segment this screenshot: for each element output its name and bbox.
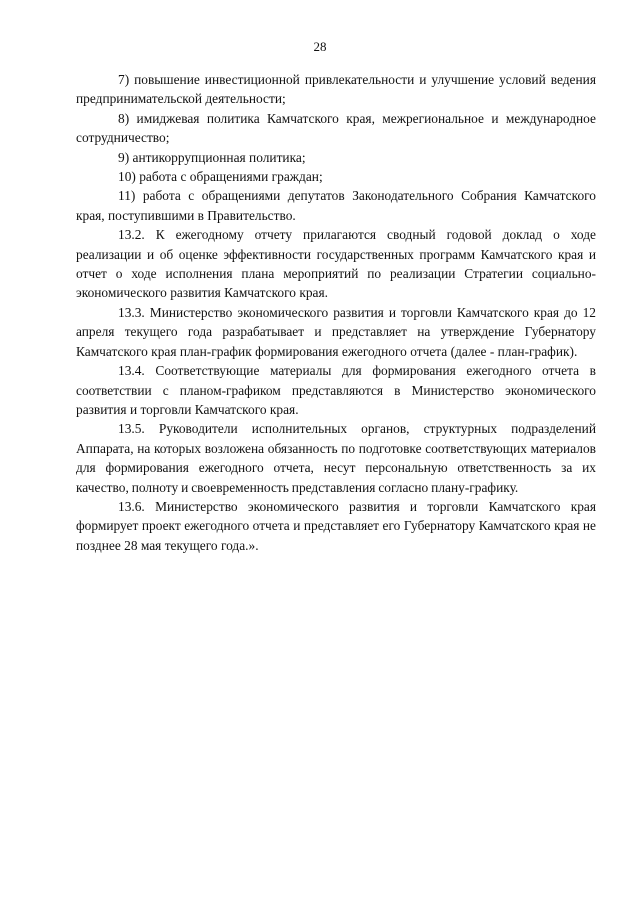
- list-item-7: 7) повышение инвестиционной привлекательности и улучшение условий ведения предпринимательской деятельности;: [76, 72, 596, 107]
- document-body: [76, 70, 596, 555]
- list-item-11: 11) работа с обращениями депутатов Законодательного Собрания Камчатского края, поступившими в Правительство.: [76, 188, 596, 223]
- list-item-9: 9) антикоррупционная политика;: [118, 149, 306, 165]
- page-number: 28: [313, 39, 327, 54]
- clause-13-3: 13.3. Министерство экономического развития и торговли Камчатского края до 12 апреля текущего года разрабатывает и представляет на утверждение Губернатору Камчатского края план-график формирования ежегодного отчета (далее - план-график).: [76, 304, 596, 359]
- list-item-8: 8) имиджевая политика Камчатского края, межрегиональное и международное сотрудничество;: [76, 110, 596, 146]
- clause-13-2: 13.2. К ежегодному отчету прилагаются сводный годовой доклад о ходе реализации и об оценке эффективности государственных программ Камчатского края и отчет о ходе исполнения плана мероприятий по реализации Стратегии социально-экономического развития Камчатского края.: [76, 227, 596, 301]
- clause-13-5: 13.5. Руководители исполнительных органов, структурных подразделений Аппарата, на которых возложена обязанность по подготовке соответствующих материалов для формирования ежегодного отчета, несут персональную ответственность за их качество, полноту и своевременность представления согласно плану-графику.: [76, 421, 596, 495]
- clause-13-4: 13.4. Соответствующие материалы для формирования ежегодного отчета в соответствии с планом-графиком представляются в Министерство экономического развития и торговли Камчатского края.: [76, 363, 596, 417]
- list-item-10: 10) работа с обращениями граждан;: [118, 169, 323, 185]
- clause-13-6: 13.6. Министерство экономического развития и торговли Камчатского края формирует проект ежегодного отчета и представляет его Губернатору Камчатского края не позднее 28 мая текущего года.».: [76, 498, 596, 553]
